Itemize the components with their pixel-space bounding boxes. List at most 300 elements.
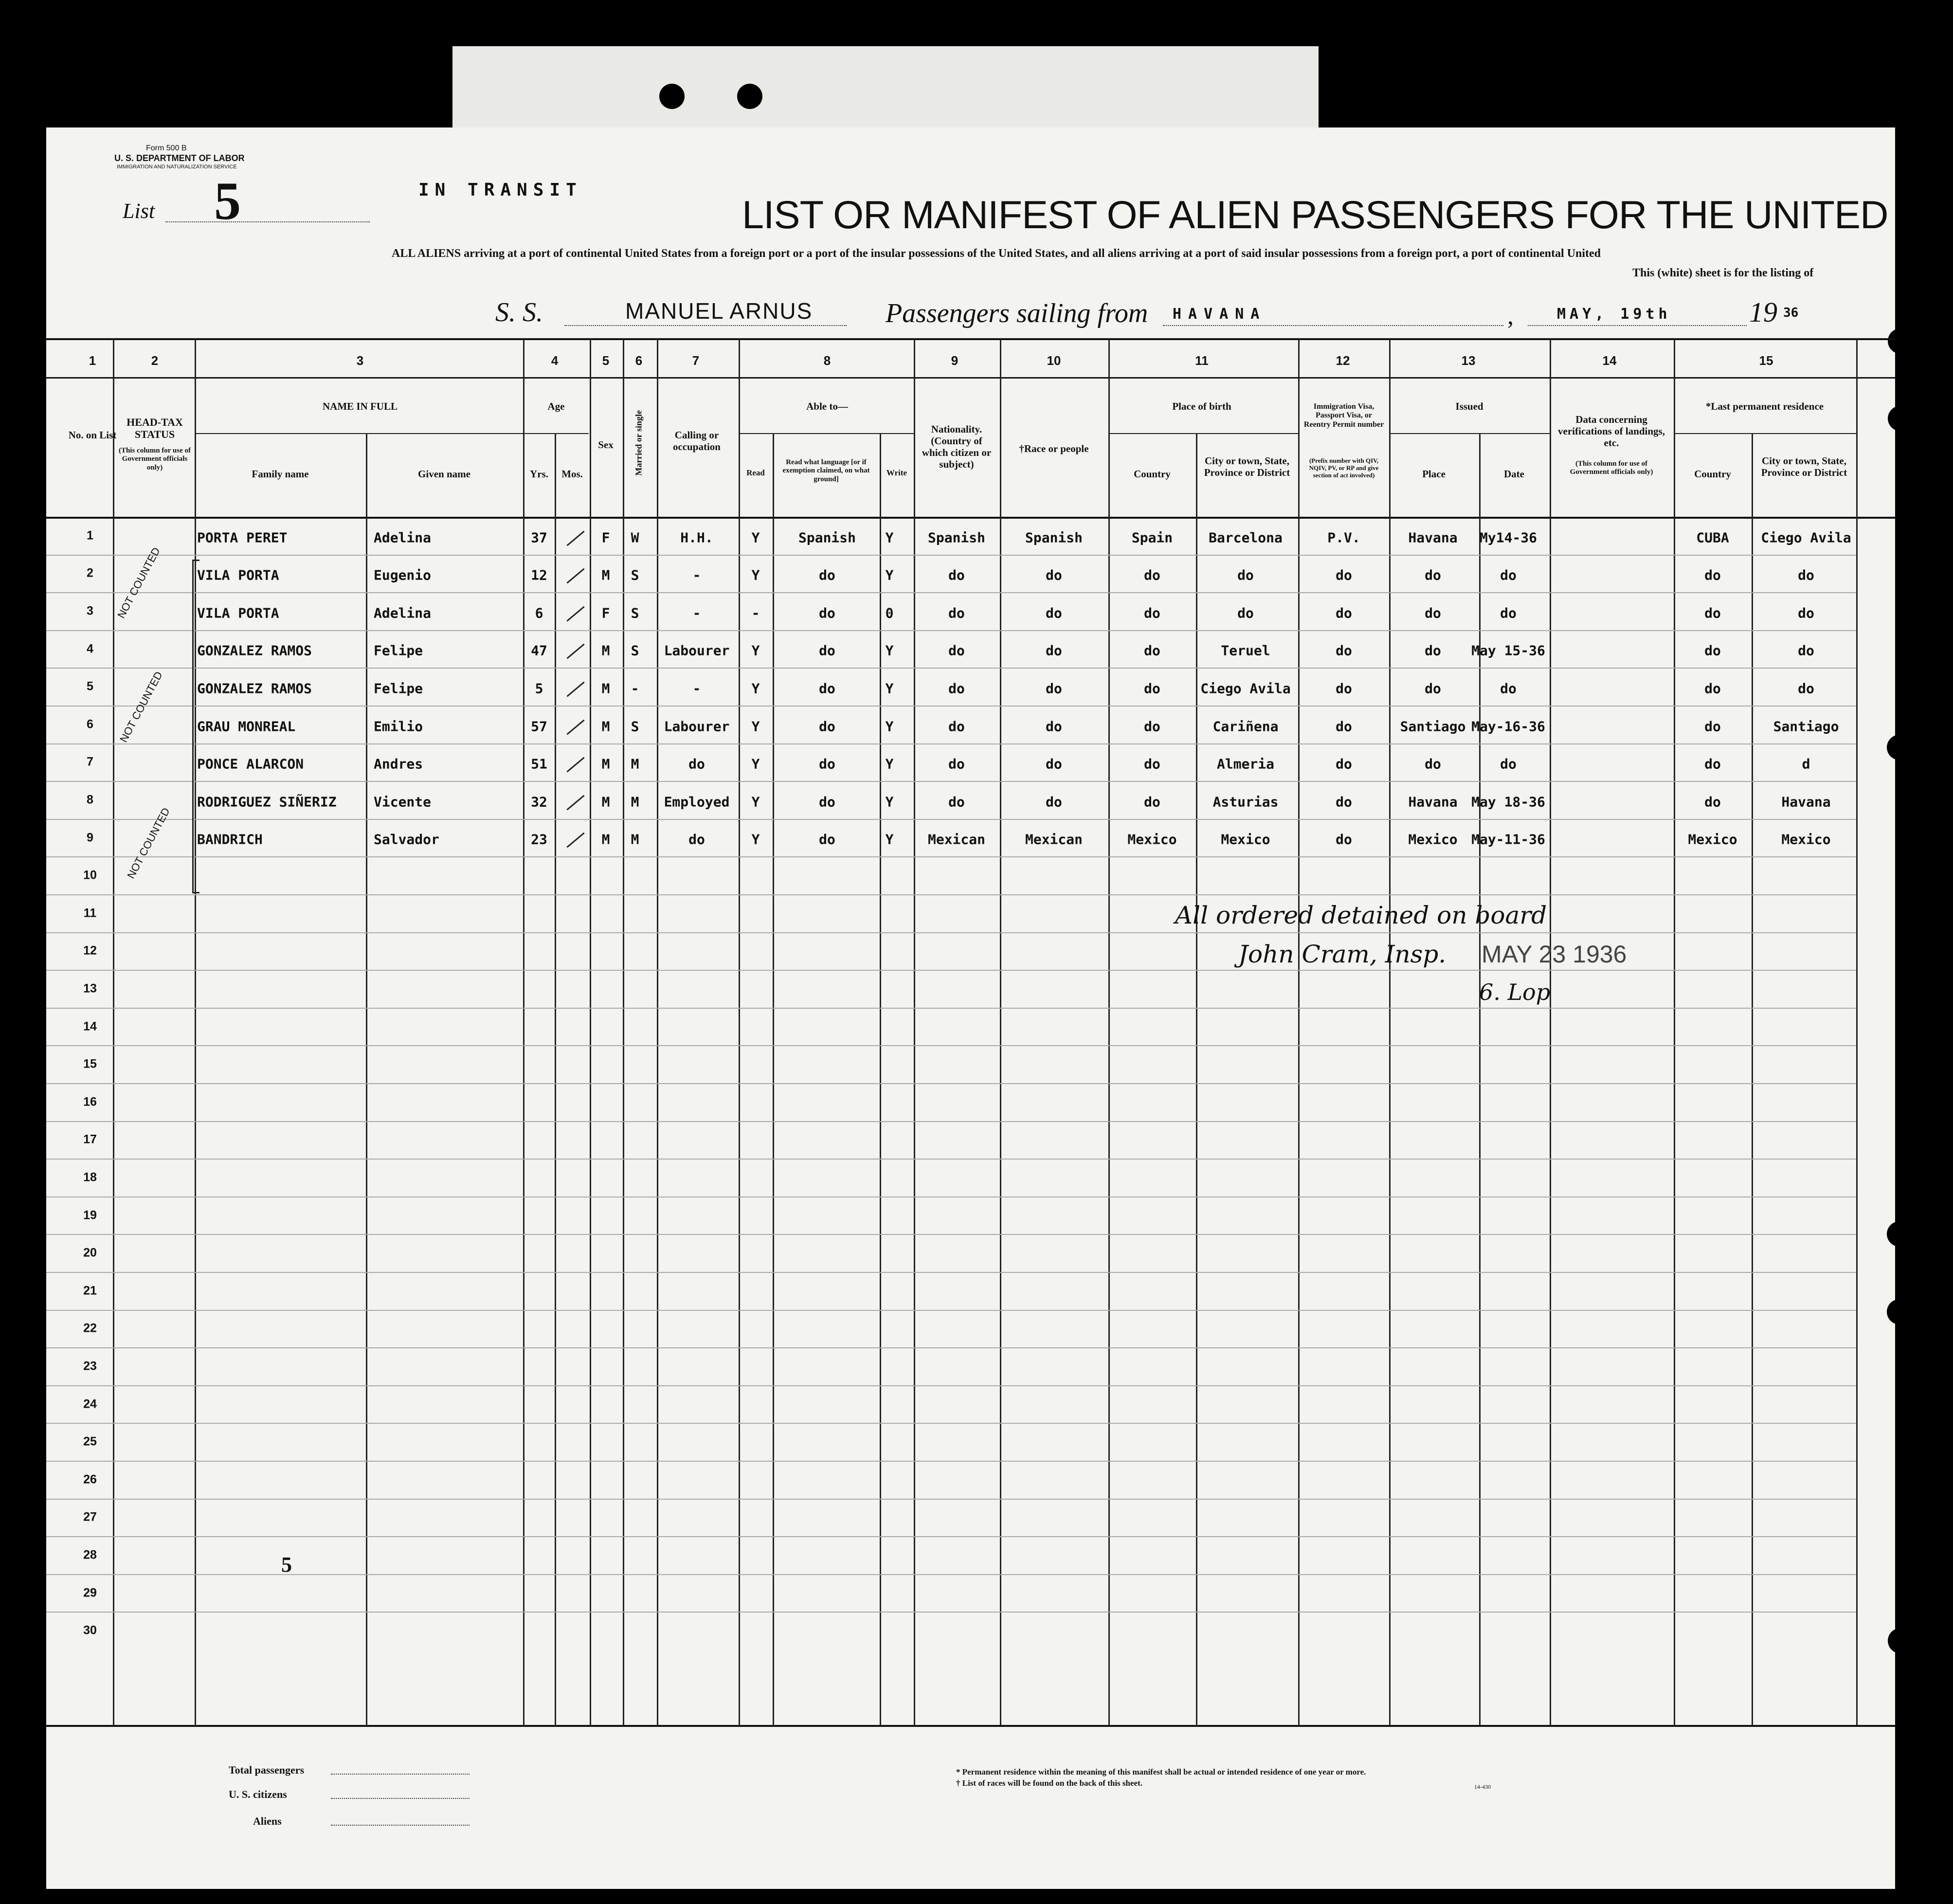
row-number: 27 — [83, 1510, 97, 1524]
punch-hole — [737, 84, 762, 109]
nationality-cell: do — [948, 794, 965, 810]
birth-country-cell: do — [1144, 642, 1160, 659]
header-bottom-border — [46, 517, 1895, 519]
marital-status-cell: S — [631, 605, 639, 621]
column-number: 5 — [602, 353, 610, 368]
manifest-subtitle-2: This (white) sheet is for the listing of — [1632, 267, 1814, 279]
given-name-cell: Salvador — [374, 831, 439, 848]
column-divider — [1479, 433, 1481, 1725]
birth-country-cell: do — [1144, 680, 1160, 697]
issued-place-cell: do — [1425, 642, 1441, 659]
row-line — [46, 1499, 1856, 1500]
departure-port: HAVANA — [1173, 306, 1266, 323]
punch-hole — [1887, 1221, 1912, 1247]
header-write: Write — [886, 468, 907, 477]
footnote-races: † List of races will be found on the back of this sheet. — [956, 1778, 1142, 1788]
departure-date: MAY, 19th — [1557, 306, 1671, 323]
row-line — [46, 1234, 1856, 1235]
visa-cell: do — [1336, 642, 1352, 659]
header-no-on-list: No. on List — [68, 429, 117, 441]
punch-hole — [1899, 1551, 1924, 1577]
given-name-cell: Felipe — [374, 680, 423, 697]
read-cell: Y — [751, 718, 760, 735]
subheader-line — [1389, 433, 1550, 434]
family-name-cell: GONZALEZ RAMOS — [197, 680, 312, 697]
row-number: 9 — [87, 831, 93, 845]
header-birth-country: Country — [1134, 468, 1171, 480]
year-prefix: 19 — [1749, 296, 1777, 328]
birth-country-cell: Spain — [1131, 529, 1173, 546]
header-mos: Mos. — [561, 468, 583, 480]
residence-city-cell: do — [1798, 567, 1814, 583]
age-years-cell: 57 — [531, 718, 547, 735]
family-name-cell: VILA PORTA — [197, 567, 279, 583]
visa-cell: do — [1336, 794, 1352, 810]
issued-place-cell: Havana — [1408, 794, 1458, 810]
header-verifications: Data concerning verifications of landings, etc. — [1558, 414, 1665, 449]
family-name-cell: GRAU MONREAL — [197, 718, 296, 735]
header-issued-date: Date — [1504, 468, 1524, 480]
column-number: 12 — [1336, 353, 1350, 368]
header-visa-note: (Prefix number with QIV, NQIV, PV, or RP and give section of act involved) — [1309, 457, 1379, 479]
occupation-cell: - — [692, 680, 701, 697]
race-cell: Mexican — [1025, 831, 1083, 848]
occupation-cell: do — [688, 831, 705, 848]
row-line — [46, 932, 1856, 933]
issued-place-cell: Havana — [1408, 529, 1458, 546]
issued-date-cell: do — [1500, 605, 1517, 621]
read-cell: Y — [751, 529, 760, 546]
row-line — [46, 592, 1856, 593]
row-number: 23 — [83, 1359, 97, 1373]
write-cell: Y — [885, 680, 894, 697]
nationality-cell: do — [948, 718, 965, 735]
inspector-signature: John Cram, Insp. — [1238, 940, 1447, 968]
birth-city-cell: do — [1237, 605, 1254, 621]
row-number: 12 — [83, 943, 97, 958]
read-cell: Y — [751, 831, 760, 848]
punch-hole — [659, 84, 685, 109]
age-years-cell: 6 — [535, 605, 543, 621]
birth-country-cell: do — [1144, 605, 1160, 621]
write-cell: Y — [885, 718, 894, 735]
row-number: 1 — [87, 528, 93, 543]
row-number: 24 — [83, 1397, 97, 1411]
date-stamp: MAY 23 1936 — [1482, 941, 1627, 968]
given-name-cell: Adelina — [374, 605, 432, 621]
residence-country-cell: do — [1704, 567, 1721, 583]
write-cell: Y — [885, 794, 894, 810]
age-years-cell: 37 — [531, 529, 547, 546]
nationality-cell: Spanish — [927, 529, 986, 546]
race-cell: do — [1046, 605, 1062, 621]
residence-city-cell: d — [1802, 756, 1810, 772]
residence-country-cell: do — [1704, 680, 1721, 697]
residence-city-cell: Mexico — [1781, 831, 1831, 848]
aliens-label: Aliens — [253, 1815, 282, 1827]
table-bottom-border — [46, 1725, 1895, 1727]
issued-date-cell: My14-36 — [1479, 529, 1537, 546]
column-number: 1 — [89, 353, 96, 368]
issued-date-cell: May 18-36 — [1471, 794, 1545, 810]
punch-hole — [1899, 657, 1924, 682]
given-name-cell: Vicente — [374, 794, 432, 810]
nationality-cell: do — [948, 642, 965, 659]
row-number: 3 — [87, 604, 93, 618]
occupation-cell: H.H. — [680, 529, 713, 546]
sex-cell: F — [601, 605, 610, 621]
issued-place-cell: do — [1425, 756, 1441, 772]
age-years-cell: 32 — [531, 794, 547, 810]
write-cell: Y — [885, 567, 894, 583]
row-line — [46, 819, 1856, 820]
column-number: 7 — [692, 353, 700, 368]
list-label: List — [123, 199, 155, 223]
race-cell: do — [1046, 642, 1062, 659]
sex-cell: F — [601, 529, 610, 546]
detention-note: All ordered detained on board — [1175, 901, 1547, 929]
row-number: 26 — [83, 1472, 97, 1487]
column-divider — [739, 339, 740, 1725]
header-verifications-note: (This column for use of Government officials only) — [1570, 460, 1653, 476]
occupation-cell: Employed — [664, 794, 730, 810]
row-number: 20 — [83, 1246, 97, 1260]
birth-city-cell: Mexico — [1221, 831, 1270, 848]
birth-country-cell: do — [1144, 718, 1160, 735]
not-counted-stamp: NOT COUNTED — [117, 669, 165, 744]
row-line — [46, 630, 1856, 631]
residence-country-cell: CUBA — [1696, 529, 1729, 546]
footer-dots — [331, 1825, 470, 1826]
colnum-row-border — [46, 377, 1895, 379]
year-suffix: 36 — [1783, 306, 1799, 320]
issued-place-cell: do — [1425, 680, 1441, 697]
header-head-tax-note: (This column for use of Government officials only) — [118, 447, 191, 471]
header-sex: Sex — [598, 439, 614, 451]
header-married: Married or single — [633, 410, 644, 476]
visa-cell: P.V. — [1327, 529, 1360, 546]
header-place-of-birth: Place of birth — [1172, 400, 1231, 412]
family-name-cell: BANDRICH — [197, 831, 263, 848]
row-line — [46, 555, 1856, 556]
bracket-mark — [192, 560, 199, 893]
race-cell: Spanish — [1025, 529, 1083, 546]
subheader-line — [1108, 433, 1298, 434]
header-read-language: Read what language [or if exemption claimed, on what ground] — [782, 458, 870, 483]
race-cell: do — [1046, 567, 1062, 583]
family-name-cell: PORTA PERET — [197, 529, 288, 546]
row-line — [46, 1159, 1856, 1160]
family-name-cell: GONZALEZ RAMOS — [197, 642, 312, 659]
race-cell: do — [1046, 794, 1062, 810]
issued-date-cell: do — [1500, 567, 1517, 583]
write-cell: 0 — [885, 605, 894, 621]
column-divider — [1550, 339, 1551, 1725]
header-issued: Issued — [1455, 400, 1483, 412]
birth-city-cell: Almeria — [1216, 756, 1275, 772]
issued-date-cell: May-11-36 — [1471, 831, 1545, 848]
marital-status-cell: S — [631, 718, 639, 735]
residence-city-cell: Ciego Avila — [1761, 529, 1851, 546]
sex-cell: M — [601, 680, 610, 697]
column-number: 3 — [356, 353, 364, 368]
row-line — [46, 1574, 1856, 1575]
issued-date-cell: do — [1500, 680, 1517, 697]
residence-city-cell: do — [1798, 605, 1814, 621]
row-number: 13 — [83, 981, 97, 996]
write-cell: Y — [885, 529, 894, 546]
birth-country-cell: do — [1144, 567, 1160, 583]
header-res-city: City or town, State, Province or District — [1761, 455, 1847, 479]
language-cell: do — [819, 756, 835, 772]
read-cell: - — [751, 605, 760, 621]
column-number: 4 — [551, 353, 559, 368]
footnote-residence: * Permanent residence within the meaning of this manifest shall be actual or intended residence of one year or more. — [956, 1767, 1366, 1777]
visa-cell: do — [1336, 718, 1352, 735]
column-divider — [914, 339, 915, 1725]
given-name-cell: Andres — [374, 756, 423, 772]
date-underline — [1528, 325, 1747, 326]
birth-country-cell: do — [1144, 794, 1160, 810]
nationality-cell: do — [948, 756, 965, 772]
punch-hole — [1887, 735, 1912, 760]
row-number: 15 — [83, 1057, 97, 1071]
punch-hole — [1888, 406, 1913, 431]
marital-status-cell: M — [631, 794, 639, 810]
nationality-cell: Mexican — [927, 831, 986, 848]
write-cell: Y — [885, 831, 894, 848]
language-cell: do — [819, 567, 835, 583]
form-number: Form 500 B — [146, 144, 187, 152]
age-years-cell: 47 — [531, 642, 547, 659]
write-cell: Y — [885, 642, 894, 659]
column-number: 9 — [951, 353, 958, 368]
issued-place-cell: do — [1425, 605, 1441, 621]
ship-underline — [564, 325, 847, 326]
marital-status-cell: W — [631, 529, 639, 546]
given-name-cell: Adelina — [374, 529, 432, 546]
row-number: 6 — [87, 717, 93, 731]
read-cell: Y — [751, 756, 760, 772]
given-name-cell: Eugenio — [374, 567, 432, 583]
row-number: 14 — [83, 1019, 97, 1034]
column-number: 2 — [151, 353, 159, 368]
read-cell: Y — [751, 680, 760, 697]
header-calling: Calling or occupation — [672, 429, 721, 453]
header-residence: *Last permanent residence — [1705, 400, 1824, 412]
age-years-cell: 51 — [531, 756, 547, 772]
row-line — [46, 1045, 1856, 1046]
column-divider — [366, 433, 367, 1725]
issued-place-cell: do — [1425, 567, 1441, 583]
write-cell: Y — [885, 756, 894, 772]
column-number: 8 — [823, 353, 831, 368]
row-line — [46, 1272, 1856, 1273]
manifest-title: LIST OR MANIFEST OF ALIEN PASSENGERS FOR THE UNITED — [742, 193, 1888, 237]
punch-hole — [1888, 1628, 1913, 1653]
not-counted-stamp: NOT COUNTED — [115, 545, 163, 620]
race-cell: do — [1046, 756, 1062, 772]
birth-city-cell: do — [1237, 567, 1254, 583]
row-line — [46, 1083, 1856, 1084]
row-line — [46, 781, 1856, 782]
column-number: 15 — [1759, 353, 1773, 368]
column-divider — [555, 433, 556, 1725]
language-cell: do — [819, 794, 835, 810]
birth-country-cell: do — [1144, 756, 1160, 772]
row-line — [46, 743, 1856, 744]
column-divider — [657, 339, 658, 1725]
sailing-label: Passengers sailing from — [886, 298, 1148, 328]
ship-name: MANUEL ARNUS — [625, 298, 813, 324]
header-visa: Immigration Visa, Passport Visa, or Reentry Permit number — [1303, 402, 1384, 429]
marital-status-cell: M — [631, 756, 639, 772]
row-number: 4 — [87, 642, 93, 656]
column-divider — [1674, 339, 1675, 1725]
issued-date-cell: do — [1500, 756, 1517, 772]
in-transit-stamp: IN TRANSIT — [418, 180, 582, 200]
row-number: 17 — [83, 1132, 97, 1146]
occupation-cell: Labourer — [664, 718, 730, 735]
row-line — [46, 856, 1856, 857]
residence-city-cell: Santiago — [1773, 718, 1839, 735]
issued-date-cell: May 15-36 — [1471, 642, 1545, 659]
department-label: U. S. DEPARTMENT OF LABOR — [114, 153, 245, 163]
residence-country-cell: do — [1704, 718, 1721, 735]
row-line — [46, 1461, 1856, 1462]
header-birth-city: City or town, State, Province or District — [1204, 455, 1290, 479]
family-name-cell: RODRIGUEZ SIÑERIZ — [197, 794, 337, 810]
age-years-cell: 5 — [535, 680, 543, 697]
age-years-cell: 23 — [531, 831, 547, 848]
subheader-line — [1674, 433, 1856, 434]
residence-city-cell: Havana — [1781, 794, 1831, 810]
header-family-name: Family name — [252, 468, 309, 480]
initials: 6. Lop — [1479, 979, 1551, 1005]
language-cell: do — [819, 680, 835, 697]
row-number: 21 — [83, 1284, 97, 1298]
residence-country-cell: do — [1704, 794, 1721, 810]
row-number: 10 — [83, 868, 97, 882]
row-line — [46, 970, 1856, 971]
ss-label: S. S. — [495, 297, 543, 327]
row-number: 25 — [83, 1434, 97, 1449]
sex-cell: M — [601, 642, 610, 659]
row-number: 11 — [83, 906, 97, 920]
header-age: Age — [547, 400, 565, 412]
marital-status-cell: S — [631, 642, 639, 659]
given-name-cell: Emilio — [374, 718, 423, 735]
us-citizens-label: U. S. citizens — [229, 1788, 287, 1800]
issued-place-cell: Santiago — [1400, 718, 1466, 735]
column-divider — [1856, 339, 1858, 1725]
column-number: 6 — [635, 353, 643, 368]
row-line — [46, 1385, 1856, 1386]
residence-country-cell: do — [1704, 605, 1721, 621]
family-name-cell: VILA PORTA — [197, 605, 279, 621]
row-number: 18 — [83, 1170, 97, 1184]
occupation-cell: Labourer — [664, 642, 730, 659]
birth-city-cell: Teruel — [1221, 642, 1270, 659]
header-able-to: Able to— — [806, 400, 848, 412]
read-cell: Y — [751, 567, 760, 583]
header-read: Read — [746, 468, 765, 477]
issued-place-cell: Mexico — [1408, 831, 1458, 848]
birth-city-cell: Ciego Avila — [1200, 680, 1291, 697]
row-line — [46, 894, 1856, 895]
sex-cell: M — [601, 567, 610, 583]
list-underline — [165, 221, 370, 222]
residence-country-cell: do — [1704, 756, 1721, 772]
row-number: 8 — [87, 793, 93, 807]
table-top-border — [46, 338, 1895, 340]
header-nationality: Nationality. (Country of which citizen or subject) — [922, 423, 992, 471]
age-years-cell: 12 — [531, 567, 547, 583]
column-number: 10 — [1047, 353, 1061, 368]
row-number: 5 — [87, 679, 93, 693]
issued-date-cell: May-16-36 — [1471, 718, 1545, 735]
column-number: 11 — [1195, 353, 1209, 368]
race-cell: do — [1046, 680, 1062, 697]
list-number: 5 — [214, 171, 241, 231]
row-number: 7 — [87, 755, 93, 769]
birth-city-cell: Asturias — [1212, 794, 1279, 810]
residence-city-cell: do — [1798, 680, 1814, 697]
nationality-cell: do — [948, 680, 965, 697]
visa-cell: do — [1336, 756, 1352, 772]
column-divider — [1752, 433, 1753, 1725]
residence-city-cell: do — [1798, 642, 1814, 659]
column-divider — [1000, 339, 1001, 1725]
subheader-line — [739, 433, 914, 434]
language-cell: do — [819, 718, 835, 735]
visa-cell: do — [1336, 831, 1352, 848]
column-divider — [880, 433, 881, 1725]
header-head-tax: HEAD-TAX STATUS — [127, 416, 183, 441]
column-number: 14 — [1602, 353, 1617, 368]
column-divider — [1108, 339, 1110, 1725]
language-cell: Spanish — [798, 529, 856, 546]
form-code: 14-430 — [1474, 1783, 1491, 1790]
occupation-cell: do — [688, 756, 705, 772]
language-cell: do — [819, 605, 835, 621]
header-yrs: Yrs. — [530, 468, 548, 480]
footer-dots — [331, 1774, 470, 1775]
column-divider — [590, 339, 591, 1725]
footer-dots — [331, 1798, 470, 1799]
header-race: †Race or people — [1019, 443, 1089, 454]
row-line — [46, 1008, 1856, 1009]
language-cell: do — [819, 642, 835, 659]
column-divider — [1196, 433, 1197, 1725]
sex-cell: M — [601, 756, 610, 772]
family-name-cell: PONCE ALARCON — [197, 756, 304, 772]
sex-cell: M — [601, 794, 610, 810]
column-divider — [195, 339, 196, 1725]
header-name-in-full: NAME IN FULL — [322, 400, 398, 412]
residence-country-cell: do — [1704, 642, 1721, 659]
nationality-cell: do — [948, 605, 965, 621]
race-cell: do — [1046, 718, 1062, 735]
punch-hole — [1887, 1299, 1912, 1324]
comma: , — [1507, 302, 1514, 330]
header-res-country: Country — [1694, 468, 1731, 480]
row-number: 30 — [83, 1623, 97, 1637]
residence-country-cell: Mexico — [1688, 831, 1737, 848]
read-cell: Y — [751, 642, 760, 659]
row-number: 19 — [83, 1208, 97, 1222]
column-divider — [1298, 339, 1300, 1725]
